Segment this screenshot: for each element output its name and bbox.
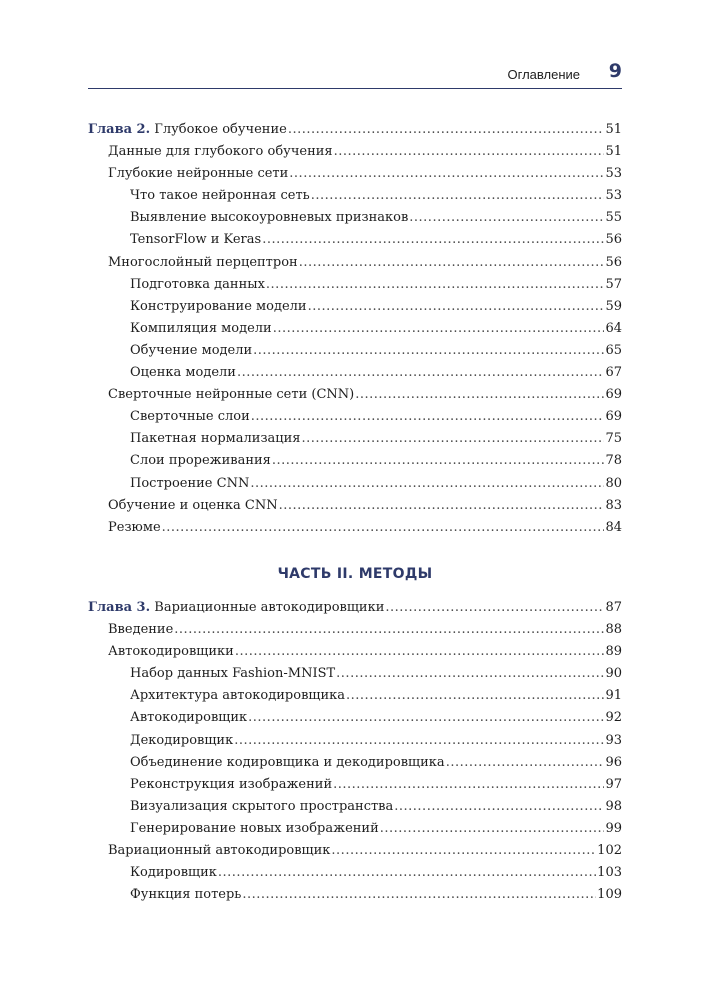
toc-entry-label (130, 752, 445, 774)
entry-title: Объединение кодировщика и декодировщика (130, 754, 445, 770)
toc-page-number: 69 (605, 387, 622, 403)
dot-leader (336, 663, 604, 685)
entry-title: Подготовка данных (130, 276, 265, 292)
toc-entry-label (108, 163, 288, 185)
toc-entry[interactable] (88, 884, 622, 906)
toc-chapter-entry[interactable] (88, 597, 622, 619)
toc-entry-label (108, 619, 173, 641)
toc-entry-label (130, 796, 393, 818)
entry-title: Пакетная нормализация (130, 431, 301, 447)
toc-entry-label (108, 641, 234, 663)
toc-entry-label (130, 207, 408, 229)
toc-entry[interactable] (88, 663, 622, 685)
toc-entry[interactable] (88, 473, 622, 495)
toc-page-number: 93 (605, 732, 622, 748)
running-header (88, 60, 622, 89)
dot-leader (253, 340, 604, 362)
dot-leader (311, 185, 605, 207)
entry-title: Архитектура автокодировщика (130, 688, 346, 704)
toc-entry[interactable] (88, 274, 622, 296)
toc-entry[interactable] (88, 796, 622, 818)
toc-entry-label (130, 318, 272, 340)
entry-title: Резюме (108, 519, 161, 535)
dot-leader (355, 384, 604, 406)
dot-leader (446, 752, 605, 774)
dot-leader (262, 229, 604, 251)
dot-leader (308, 296, 605, 318)
toc-entry[interactable] (88, 862, 622, 884)
entry-title: Многослойный перцептрон (108, 254, 298, 270)
entry-title: Реконструкция изображений (130, 776, 333, 792)
part-title: ЧАСТЬ II. МЕТОДЫ (277, 566, 433, 582)
toc-page-number: 67 (605, 365, 622, 381)
toc-entry[interactable] (88, 818, 622, 840)
dot-leader (302, 428, 605, 450)
entry-title: Построение CNN (130, 475, 250, 491)
toc-page-number: 51 (605, 144, 622, 160)
toc-section-chapter-2 (88, 119, 622, 539)
entry-title: Вариационный автокодировщик (108, 843, 331, 859)
toc-entry-label (130, 707, 247, 729)
toc-page-number: 89 (605, 644, 622, 660)
toc-page-number: 56 (605, 254, 622, 270)
entry-title: Введение (108, 622, 174, 638)
toc-entry[interactable] (88, 406, 622, 428)
toc-page-number: 96 (605, 754, 622, 770)
toc-page-number: 92 (605, 710, 622, 726)
entry-title: Что такое нейронная сеть (130, 188, 310, 204)
toc-entry[interactable] (88, 185, 622, 207)
entry-title: Глубокие нейронные сети (108, 166, 289, 182)
toc-entry-label (130, 406, 250, 428)
dot-leader (331, 840, 596, 862)
header-page-number: 9 (608, 60, 622, 82)
toc-page-number: 53 (605, 188, 622, 204)
dot-leader (346, 685, 604, 707)
toc-entry-label (130, 774, 332, 796)
entry-title: Сверточные нейронные сети (CNN) (108, 387, 355, 403)
toc-entry-label (130, 274, 265, 296)
toc-entry[interactable] (88, 517, 622, 539)
entry-title: Данные для глубокого обучения (108, 144, 333, 160)
toc-entry-label (130, 340, 252, 362)
toc-entry[interactable] (88, 707, 622, 729)
entry-title: Оценка модели (130, 365, 236, 381)
toc-page-number: 109 (597, 887, 622, 903)
dot-leader (409, 207, 604, 229)
toc-page-number: 91 (605, 688, 622, 704)
toc-entry[interactable] (88, 428, 622, 450)
toc-page-number: 64 (605, 320, 622, 336)
dot-leader (235, 641, 605, 663)
entry-title: TensorFlow и Keras (130, 232, 262, 248)
toc-entry[interactable] (88, 840, 622, 862)
chapter-number: Глава 2. (88, 122, 151, 137)
toc-page-number: 56 (605, 232, 622, 248)
dot-leader (394, 796, 604, 818)
chapter-number: Глава 3. (88, 600, 151, 615)
toc-entry-label (130, 185, 310, 207)
toc-entry-label (130, 685, 345, 707)
toc-page-number: 55 (605, 210, 622, 226)
dot-leader (385, 597, 604, 619)
toc-chapter-entry[interactable] (88, 119, 622, 141)
toc-entry[interactable] (88, 774, 622, 796)
toc-page-number: 102 (597, 843, 622, 859)
toc-entry-label (130, 862, 217, 884)
toc-entry[interactable] (88, 296, 622, 318)
dot-leader (299, 252, 605, 274)
toc-entry-label (108, 517, 161, 539)
dot-leader (174, 619, 604, 641)
toc-entry[interactable] (88, 730, 622, 752)
entry-title: Автокодировщики (108, 644, 234, 660)
entry-title: Кодировщик (130, 865, 217, 881)
toc-entry[interactable] (88, 252, 622, 274)
toc-page-number: 88 (605, 622, 622, 638)
entry-title: Автокодировщик (130, 710, 248, 726)
toc-page-number: 53 (605, 166, 622, 182)
toc-page-number: 99 (605, 820, 622, 836)
dot-leader (234, 730, 604, 752)
toc-entry[interactable] (88, 495, 622, 517)
toc-page-number: 84 (605, 519, 622, 535)
entry-title: Обучение и оценка CNN (108, 497, 278, 513)
dot-leader (218, 862, 596, 884)
toc-entry-label (130, 362, 236, 384)
toc-page-number: 103 (597, 865, 622, 881)
toc-page-number: 69 (605, 409, 622, 425)
dot-leader (237, 362, 605, 384)
toc-entry-label (108, 384, 354, 406)
entry-title: Сверточные слои (130, 409, 250, 425)
toc-entry[interactable] (88, 163, 622, 185)
toc-entry-label (88, 119, 287, 141)
dot-leader (334, 141, 605, 163)
dot-leader (266, 274, 605, 296)
toc-entry[interactable] (88, 641, 622, 663)
toc-page-number: 59 (605, 298, 622, 314)
toc-page-number: 98 (605, 798, 622, 814)
dot-leader (162, 517, 605, 539)
toc-entry[interactable] (88, 141, 622, 163)
dot-leader (251, 406, 605, 428)
toc-page-number: 78 (605, 453, 622, 469)
entry-title: Компиляция модели (130, 320, 272, 336)
dot-leader (380, 818, 605, 840)
toc-page-number: 90 (605, 666, 622, 682)
toc-entry[interactable] (88, 318, 622, 340)
toc-entry[interactable] (88, 362, 622, 384)
dot-leader (333, 774, 604, 796)
toc-entry[interactable] (88, 450, 622, 472)
entry-title: Выявление высокоуровневых признаков (130, 210, 409, 226)
dot-leader (248, 707, 604, 729)
toc-entry-label (130, 818, 379, 840)
dot-leader (279, 495, 605, 517)
header-title: Оглавление (507, 67, 580, 82)
dot-leader (272, 450, 605, 472)
toc-entry-label (130, 730, 233, 752)
toc-entry-label (130, 473, 249, 495)
toc-entry[interactable] (88, 752, 622, 774)
dot-leader (250, 473, 604, 495)
toc-entry-label (108, 840, 330, 862)
toc-entry[interactable] (88, 619, 622, 641)
dot-leader (242, 884, 596, 906)
toc-entry[interactable] (88, 229, 622, 251)
toc-section-chapter-3 (88, 597, 622, 906)
dot-leader (273, 318, 605, 340)
toc-entry-label (130, 296, 307, 318)
toc-page-number: 75 (605, 431, 622, 447)
toc-entry-label (130, 428, 301, 450)
toc-page-number: 57 (605, 276, 622, 292)
entry-title: Декодировщик (130, 732, 234, 748)
toc-entry-label (130, 229, 261, 251)
entry-title: Генерирование новых изображений (130, 820, 379, 836)
toc-page-number: 65 (605, 342, 622, 358)
dot-leader (289, 163, 604, 185)
toc-entry[interactable] (88, 384, 622, 406)
toc-entry-label (108, 141, 333, 163)
toc-page-number: 87 (605, 600, 622, 615)
toc-entry-label (130, 450, 271, 472)
toc-entry-label (88, 597, 384, 619)
entry-title: Набор данных Fashion-MNIST (130, 666, 336, 682)
toc-page-number: 51 (605, 122, 622, 137)
toc-entry[interactable] (88, 207, 622, 229)
dot-leader (288, 119, 605, 141)
toc-entry-label (108, 252, 298, 274)
entry-title: Визуализация скрытого пространства (130, 798, 394, 814)
entry-title: Вариационные автокодировщики (154, 600, 385, 615)
toc-entry-label (130, 663, 335, 685)
toc-entry-label (108, 495, 278, 517)
entry-title: Слои прореживания (130, 453, 271, 469)
toc-page-number: 83 (605, 497, 622, 513)
entry-title: Конструирование модели (130, 298, 307, 314)
toc-page-number: 97 (605, 776, 622, 792)
toc-entry[interactable] (88, 340, 622, 362)
toc-entry[interactable] (88, 685, 622, 707)
toc-page-number: 80 (605, 475, 622, 491)
entry-title: Глубокое обучение (154, 122, 287, 137)
entry-title: Функция потерь (130, 887, 242, 903)
entry-title: Обучение модели (130, 342, 253, 358)
toc-entry-label (130, 884, 241, 906)
